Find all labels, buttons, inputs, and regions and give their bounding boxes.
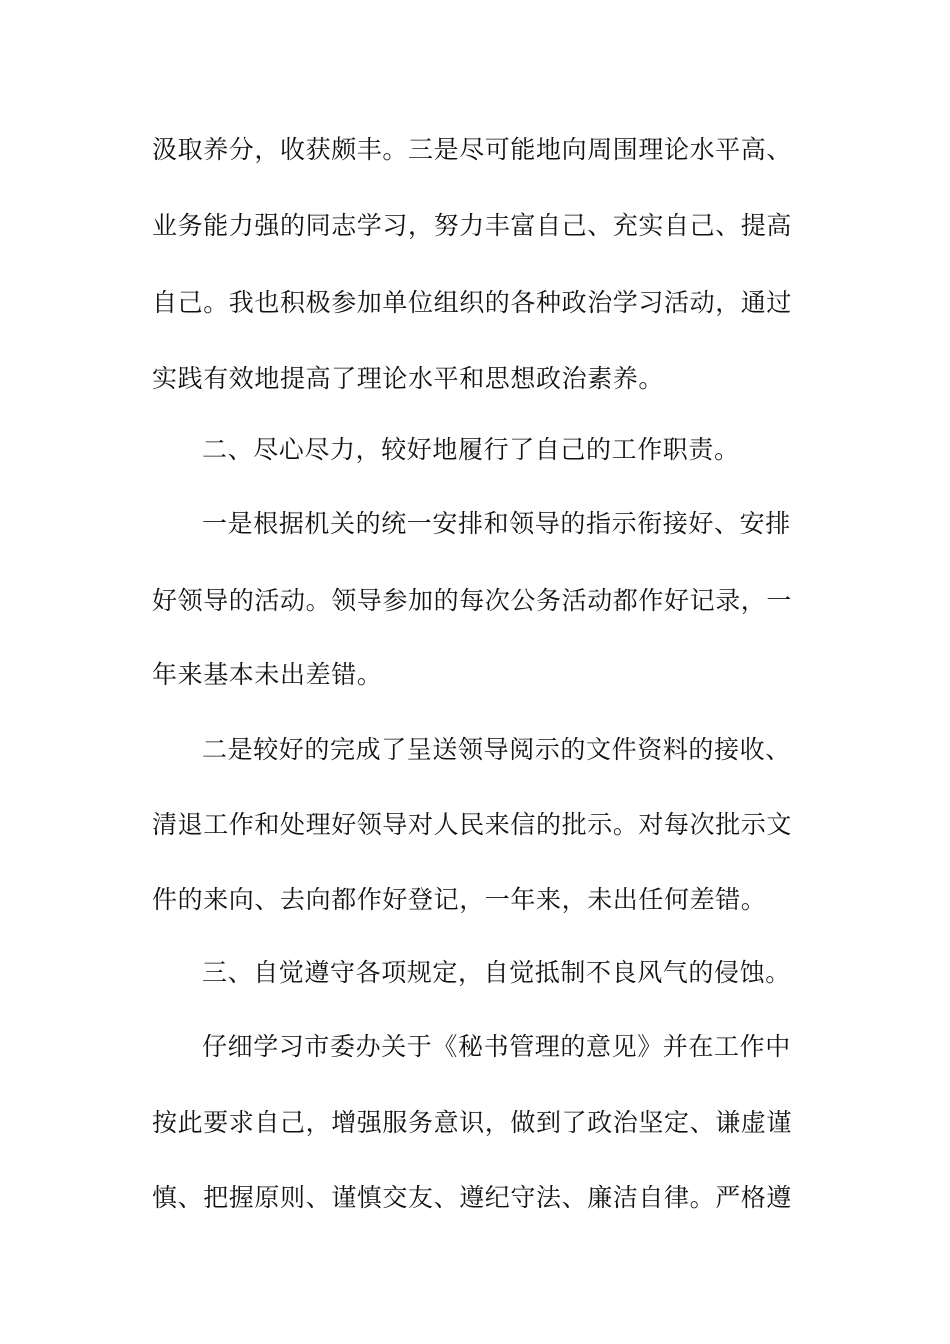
section-heading: 二、尽心尽力，较好地履行了自己的工作职责。 (202, 435, 740, 464)
text-line: 业务能力强的同志学习，努力丰富自己、充实自己、提高 (152, 211, 793, 240)
text-line: 清退工作和处理好领导对人民来信的批示。对每次批示文 (152, 810, 793, 839)
text-line: 年来基本未出差错。 (152, 660, 383, 689)
text-line: 慎、把握原则、谨慎交友、遵纪守法、廉洁自律。严格遵 (152, 1183, 793, 1212)
text-line: 仔细学习市委办关于《秘书管理的意见》并在工作中 (202, 1032, 791, 1061)
text-line: 汲取养分，收获颇丰。三是尽可能地向周围理论水平高、 (152, 135, 793, 164)
text-line: 二是较好的完成了呈送领导阅示的文件资料的接收、 (202, 735, 791, 764)
text-line: 好领导的活动。领导参加的每次公务活动都作好记录，一 (152, 586, 793, 615)
text-line: 按此要求自己，增强服务意识，做到了政治坚定、谦虚谨 (152, 1108, 793, 1137)
text-line: 实践有效地提高了理论水平和思想政治素养。 (152, 364, 665, 393)
section-heading: 三、自觉遵守各项规定，自觉抵制不良风气的侵蚀。 (202, 958, 791, 987)
text-line: 自己。我也积极参加单位组织的各种政治学习活动，通过 (152, 288, 793, 317)
text-line: 一是根据机关的统一安排和领导的指示衔接好、安排 (202, 509, 791, 538)
text-line: 件的来向、去向都作好登记，一年来，未出任何差错。 (152, 885, 767, 914)
